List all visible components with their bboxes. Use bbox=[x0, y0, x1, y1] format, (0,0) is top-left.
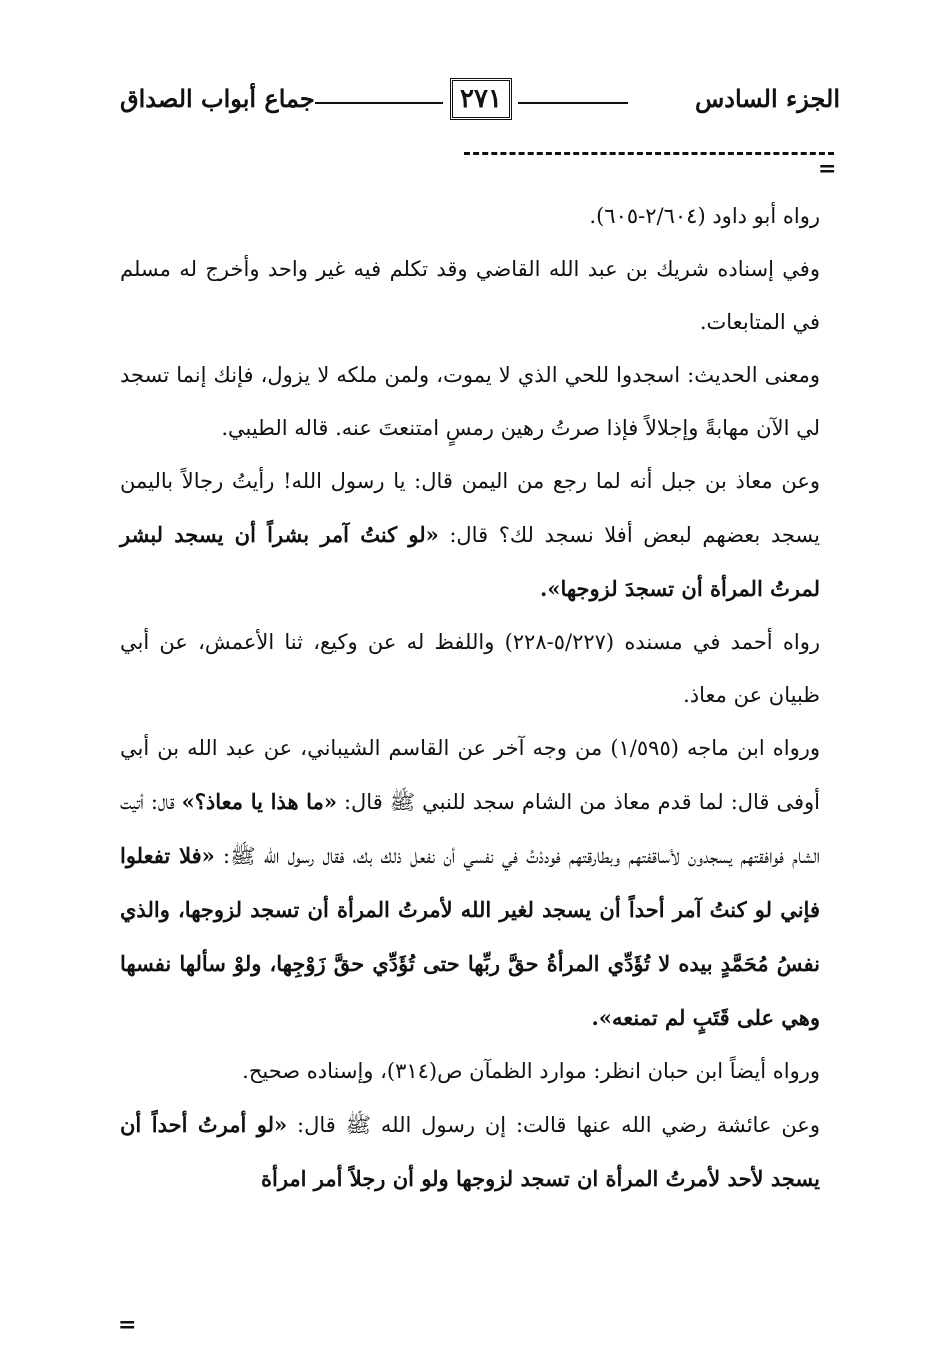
paragraph: وفي إسناده شريك بن عبد الله القاضي وقد تكلم فيه غير واحد وأخرج له مسلم في المتابعات. bbox=[120, 257, 820, 334]
paragraph: وعن معاذ بن جبل أنه لما رجع من اليمن قال: يا رسول الله! رأيتُ رجالاً باليمن يسجد بعضهم لبعض أفلا نسجد لك؟ قال: «لو كنتُ آمر بشراً أن يسجد لبشر لمرتُ المرأة أن تسجدَ لزوجها». bbox=[120, 469, 820, 601]
paragraph: رواه أبو داود (٢/٦٠٤-٦٠٥). bbox=[589, 204, 820, 228]
volume-title: الجزء السادس bbox=[694, 84, 840, 113]
main-text bbox=[120, 190, 820, 1206]
hadith-quote: «لو كنتُ آمر بشراً أن يسجد لبشر لمرتُ المرأة أن تسجدَ لزوجها». bbox=[120, 522, 820, 601]
paragraph: وعن عائشة رضي الله عنها قالت: إن رسول الله ﷺ قال: «لو أمرتُ أحداً أن يسجد لأحد لأمرتُ المرأة ان تسجد لزوجها ولو أن رجلاً أمر امرأة bbox=[120, 1112, 820, 1191]
section-mark-top: = bbox=[818, 156, 837, 182]
page-header bbox=[120, 78, 840, 128]
paragraph: ورواه أيضاً ابن حبان انظر: موارد الظمآن ص(٣١٤)، وإسناده صحيح. bbox=[242, 1059, 820, 1083]
chapter-title: جماع أبواب الصداق bbox=[120, 84, 315, 113]
header-rule-left bbox=[315, 102, 443, 104]
hadith-quote: «لو أمرتُ أحداً أن يسجد لأحد لأمرتُ المرأة ان تسجد لزوجها ولو أن رجلاً أمر امرأة bbox=[120, 1112, 820, 1191]
header-rule-right bbox=[518, 102, 628, 104]
hadith-quote: «ما هذا يا معاذ؟» bbox=[181, 789, 337, 814]
page-number: ٢٧١ bbox=[450, 78, 512, 120]
hadith-quote: «فلا تفعلوا فإني لو كنتُ آمر أحداً أن يسجد لغير الله لأمرتُ المرأة أن تسجد لزوجها، والذي نفسُ مُحَمَّدٍ بيده لا تُؤَدِّي المرأةُ حقَّ ربِّها حتى تُؤَدِّي حقَّ زَوْجِها، ولوْ سألها نفسها وهي على قَتَبٍ لم تمنعه». bbox=[120, 843, 820, 1030]
paragraph: ومعنى الحديث: اسجدوا للحي الذي لا يموت، ولمن ملكه لا يزول، فإنك إنما تسجد لي الآن مهابةً وإجلالاً فإذا صرتُ رهين رمسٍ امتنعتَ عنه. قاله الطيبي. bbox=[120, 363, 820, 440]
section-mark-bottom: = bbox=[118, 1312, 137, 1338]
paragraph: رواه أحمد في مسنده (٥/٢٢٧-٢٢٨) واللفظ له عن وكيع، ثنا الأعمش، عن أبي ظبيان عن معاذ. bbox=[120, 630, 820, 707]
paragraph: ورواه ابن ماجه (١/٥٩٥) من وجه آخر عن القاسم الشيباني، عن عبد الله بن أبي أوفى قال: لما قدم معاذ من الشام سجد للنبي ﷺ قال: «ما هذا يا معاذ؟» قال: أتيت الشام فوافقتهم يسجدون لأساقفتهم وبطارقتهم فوددْتُ في نفسي أن نفعل ذلك بك، فقال رسول الله ﷺ: «فلا تفعلوا فإني لو كنتُ آمر أحداً أن يسجد لغير الله لأمرتُ المرأة أن تسجد لزوجها، والذي نفسُ مُحَمَّدٍ بيده لا تُؤَدِّي المرأةُ حقَّ ربِّها حتى تُؤَدِّي حقَّ زَوْجِها، ولوْ سألها نفسها وهي على قَتَبٍ لم تمنعه». bbox=[120, 736, 821, 1030]
dashed-separator bbox=[464, 152, 834, 155]
